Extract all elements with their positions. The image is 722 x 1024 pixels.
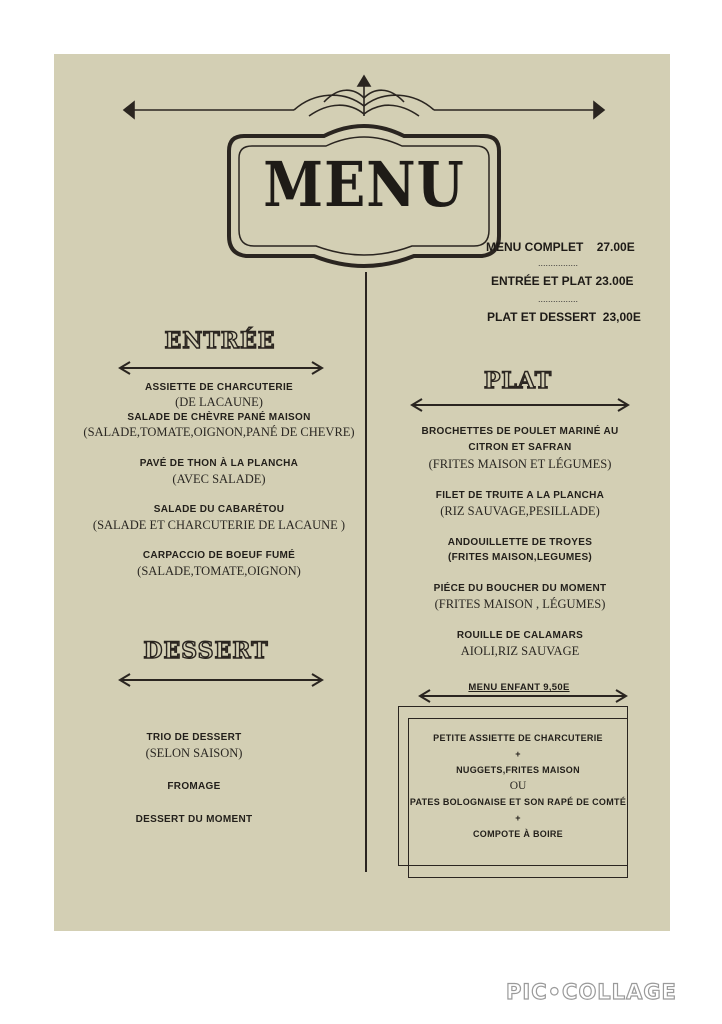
kids-menu-line: PETITE ASSIETTE DE CHARCUTERIE bbox=[433, 733, 603, 743]
plat-item-name: PIÉCE DU BOUCHER DU MOMENT bbox=[433, 583, 607, 594]
plat-item-name: BROCHETTES DE POULET MARINÉ AU CITRON ET SAFRAN bbox=[421, 426, 619, 453]
formulas-block bbox=[478, 240, 668, 324]
dessert-item-name: TRIO DE DESSERT bbox=[146, 732, 242, 743]
formula-row: PLAT ET DESSERT 23,00E bbox=[487, 310, 641, 324]
dessert-item-detail: (SELON SAISON) bbox=[145, 746, 243, 760]
entree-item-name: PAVÉ DE THON À LA PLANCHA bbox=[139, 458, 299, 469]
entree-item-detail: (SALADE,TOMATE,OIGNON) bbox=[137, 564, 301, 578]
plat-item-detail: (FRITES MAISON ET LÉGUMES) bbox=[428, 457, 612, 471]
plat-item-detail: (FRITES MAISON , LÉGUMES) bbox=[434, 597, 606, 611]
formula-separator: ................ bbox=[537, 294, 578, 304]
dessert-arrow-divider bbox=[116, 672, 326, 688]
formula-row: MENU COMPLET 27.00E bbox=[486, 240, 635, 254]
entree-heading: ENTRÉE bbox=[164, 328, 276, 354]
kids-menu-line: NUGGETS,FRITES MAISON bbox=[456, 765, 580, 775]
plat-item-detail: (FRITES MAISON,LEGUMES) bbox=[447, 552, 593, 563]
dessert-list bbox=[54, 732, 334, 825]
entree-item-detail: (AVEC SALADE) bbox=[172, 472, 266, 486]
kids-menu-list bbox=[408, 730, 628, 842]
kids-menu-line: PATES BOLOGNAISE ET SON RAPÉ DE COMTÉ bbox=[409, 797, 627, 807]
entree-list bbox=[54, 382, 384, 579]
plat-heading: PLAT bbox=[483, 368, 553, 394]
kids-menu-plus: + bbox=[515, 813, 521, 823]
plat-item-detail: AIOLI,RIZ SAUVAGE bbox=[460, 644, 580, 658]
pic-collage-watermark: PIC•COLLAGE bbox=[506, 980, 677, 1004]
formula-separator: ................ bbox=[537, 258, 578, 268]
entree-arrow-divider bbox=[116, 360, 326, 376]
plat-item-name: ANDOUILLETTE DE TROYES bbox=[447, 537, 593, 548]
plat-item-detail: (RIZ SAUVAGE,PESILLADE) bbox=[440, 504, 600, 518]
dessert-item-name: FROMAGE bbox=[167, 781, 221, 792]
entree-item-detail: (SALADE,TOMATE,OIGNON,PANÉ DE CHEVRE) bbox=[83, 425, 355, 439]
kids-menu-plus: + bbox=[515, 749, 521, 759]
entree-item-name: SALADE DE CHÈVRE PANÉ MAISON bbox=[127, 412, 311, 423]
entree-item-name: SALADE DU CABARÉTOU bbox=[153, 504, 285, 515]
entree-item-name: ASSIETTE DE CHARCUTERIE bbox=[144, 382, 294, 393]
formula-row: ENTRÉE ET PLAT 23.00E bbox=[491, 274, 634, 288]
entree-item-detail: (SALADE ET CHARCUTERIE DE LACAUNE ) bbox=[92, 518, 346, 532]
menu-title: MENU bbox=[263, 147, 465, 221]
entree-item-detail: (DE LACAUNE) bbox=[175, 395, 263, 409]
menu-sheet bbox=[54, 54, 670, 931]
plat-list bbox=[400, 424, 640, 659]
plat-item-name: FILET DE TRUITE A LA PLANCHA bbox=[435, 490, 605, 501]
kids-menu-or: OU bbox=[509, 780, 527, 792]
plat-arrow-divider bbox=[408, 397, 632, 413]
kids-menu-line: COMPOTE À BOIRE bbox=[472, 829, 563, 839]
plat-item-name: ROUILLE DE CALAMARS bbox=[456, 630, 584, 641]
entree-item-name: CARPACCIO DE BOEUF FUMÉ bbox=[142, 550, 296, 561]
kids-menu-heading: MENU ENFANT 9,50E bbox=[468, 682, 570, 693]
dessert-item-name: DESSERT DU MOMENT bbox=[135, 814, 253, 825]
kids-arrow-divider bbox=[416, 688, 630, 704]
dessert-heading: DESSERT bbox=[143, 638, 269, 664]
